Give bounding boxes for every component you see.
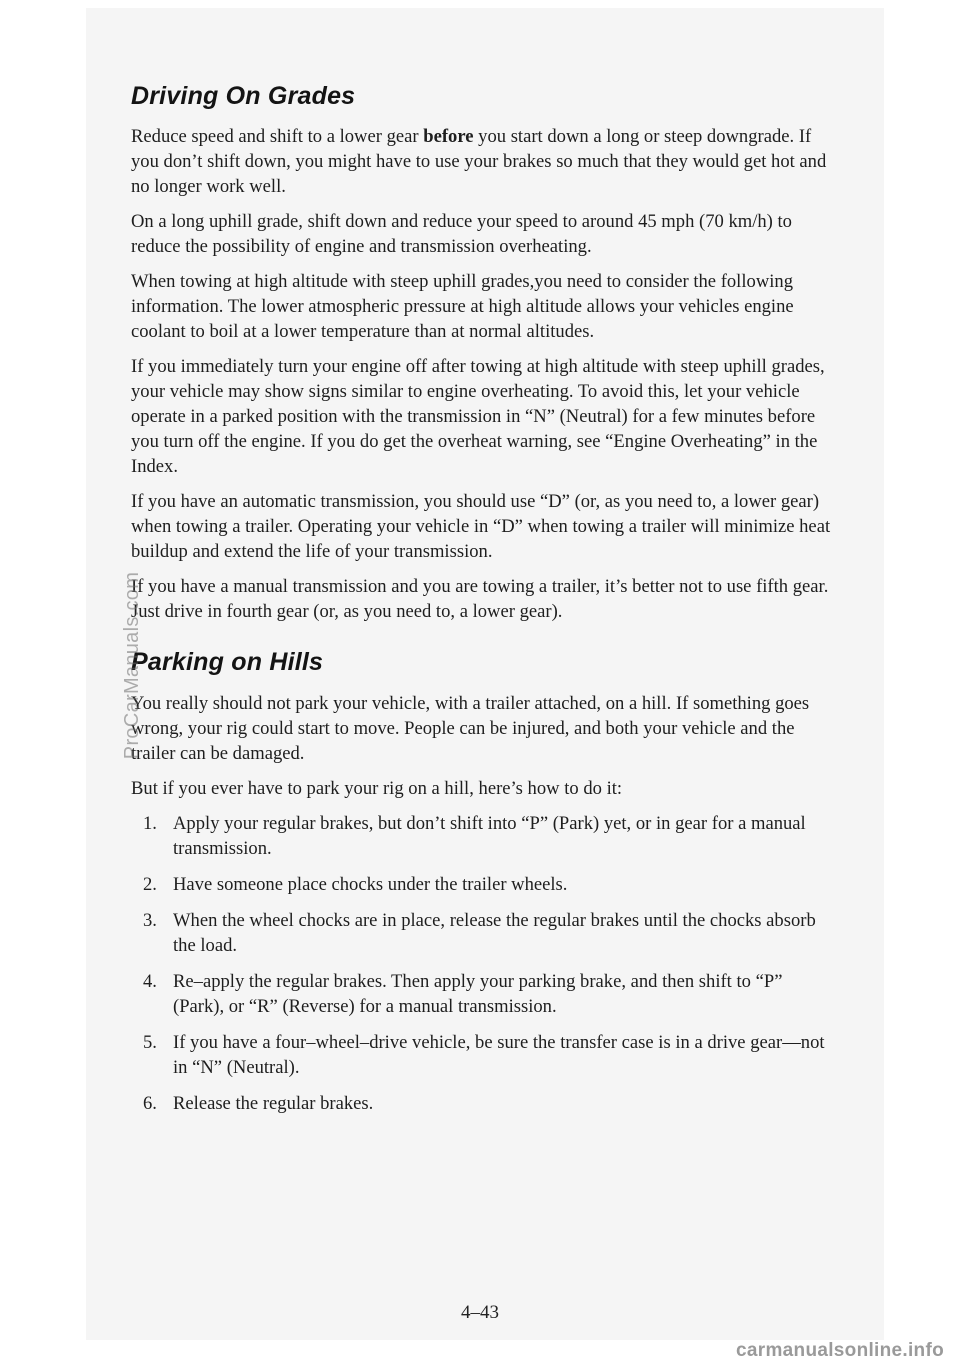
page-number: 4–43 (461, 1302, 499, 1323)
step-text: Release the regular brakes. (173, 1093, 374, 1114)
step-text: When the wheel chocks are in place, release the regular brakes until the chocks absorb the load. (173, 910, 816, 956)
paragraph-automatic-transmission: If you have an automatic transmission, you should use “D” (or, as you need to, a lower gear) when towing a trailer. Operating your vehicle in “D” when towing a trailer will minimize heat buildup and extend the life of your transmission. (131, 491, 831, 562)
list-item (131, 1091, 836, 1116)
parking-steps-list (131, 811, 836, 1116)
step-number: 4. (143, 971, 157, 992)
step-number: 5. (143, 1032, 157, 1053)
step-text: If you have a four–wheel–drive vehicle, be sure the transfer case is in a drive gear—not in “N” (Neutral). (173, 1032, 825, 1078)
paragraph-manual-transmission: If you have a manual transmission and you are towing a trailer, it’s better not to use fifth gear. Just drive in fourth gear (or, as you need to, a lower gear). (131, 576, 829, 622)
step-number: 6. (143, 1093, 157, 1114)
bottom-watermark: carmanualsonline.info (736, 1340, 944, 1361)
paragraph-high-altitude: When towing at high altitude with steep uphill grades,you need to consider the following information. The lower atmospheric pressure at high altitude allows your vehicles engine coolant to boil at a lower temperature than at normal altitudes. (131, 271, 794, 342)
step-text: Apply your regular brakes, but don’t shift into “P” (Park) yet, or in gear for a manual transmission. (173, 813, 806, 859)
step-text: Re–apply the regular brakes. Then apply your parking brake, and then shift to “P” (Park), or “R” (Reverse) for a manual transmission. (173, 971, 783, 1017)
page-content (131, 82, 836, 1127)
side-watermark (108, 500, 158, 830)
paragraph-parking-warning: You really should not park your vehicle, with a trailer attached, on a hill. If something goes wrong, your rig could start to move. People can be injured, and both your vehicle and the trailer can be damaged. (131, 693, 810, 764)
step-number: 2. (143, 874, 157, 895)
section-heading-parking-on-hills: Parking on Hills (131, 648, 324, 676)
section-heading-driving-on-grades: Driving On Grades (131, 82, 356, 110)
side-watermark-text: ProCarManuals.com (121, 571, 144, 759)
paragraph-engine-off: If you immediately turn your engine off after towing at high altitude with steep uphill grades, your vehicle may show signs similar to engine overheating. To avoid this, let your vehicle operate in a parked position with the transmission in “N” (Neutral) for a few minutes before you turn off the engine. If you do get the overheat warning, see “Engine Overheating” in the Index. (131, 356, 825, 477)
paragraph-downgrade-end: you start down a long or steep downgrade. If you don’t shift down, you might have to use your brakes so much that they would get hot and no longer work well. (131, 126, 827, 197)
paragraph-downgrade-start: Reduce speed and shift to a lower gear (131, 126, 424, 147)
list-item (131, 1030, 836, 1080)
list-item (131, 908, 836, 958)
step-text: Have someone place chocks under the trailer wheels. (173, 874, 568, 895)
paragraph-parking-intro: But if you ever have to park your rig on a hill, here’s how to do it: (131, 778, 623, 799)
list-item (131, 969, 836, 1019)
step-number: 1. (143, 813, 157, 834)
paragraph-uphill: On a long uphill grade, shift down and reduce your speed to around 45 mph (70 km/h) to reduce the possibility of engine and transmission overheating. (131, 211, 792, 257)
list-item (131, 872, 836, 897)
emphasis-before: before (423, 126, 474, 147)
paragraph-downgrade (131, 124, 836, 199)
step-number: 3. (143, 910, 157, 931)
list-item (131, 811, 836, 861)
